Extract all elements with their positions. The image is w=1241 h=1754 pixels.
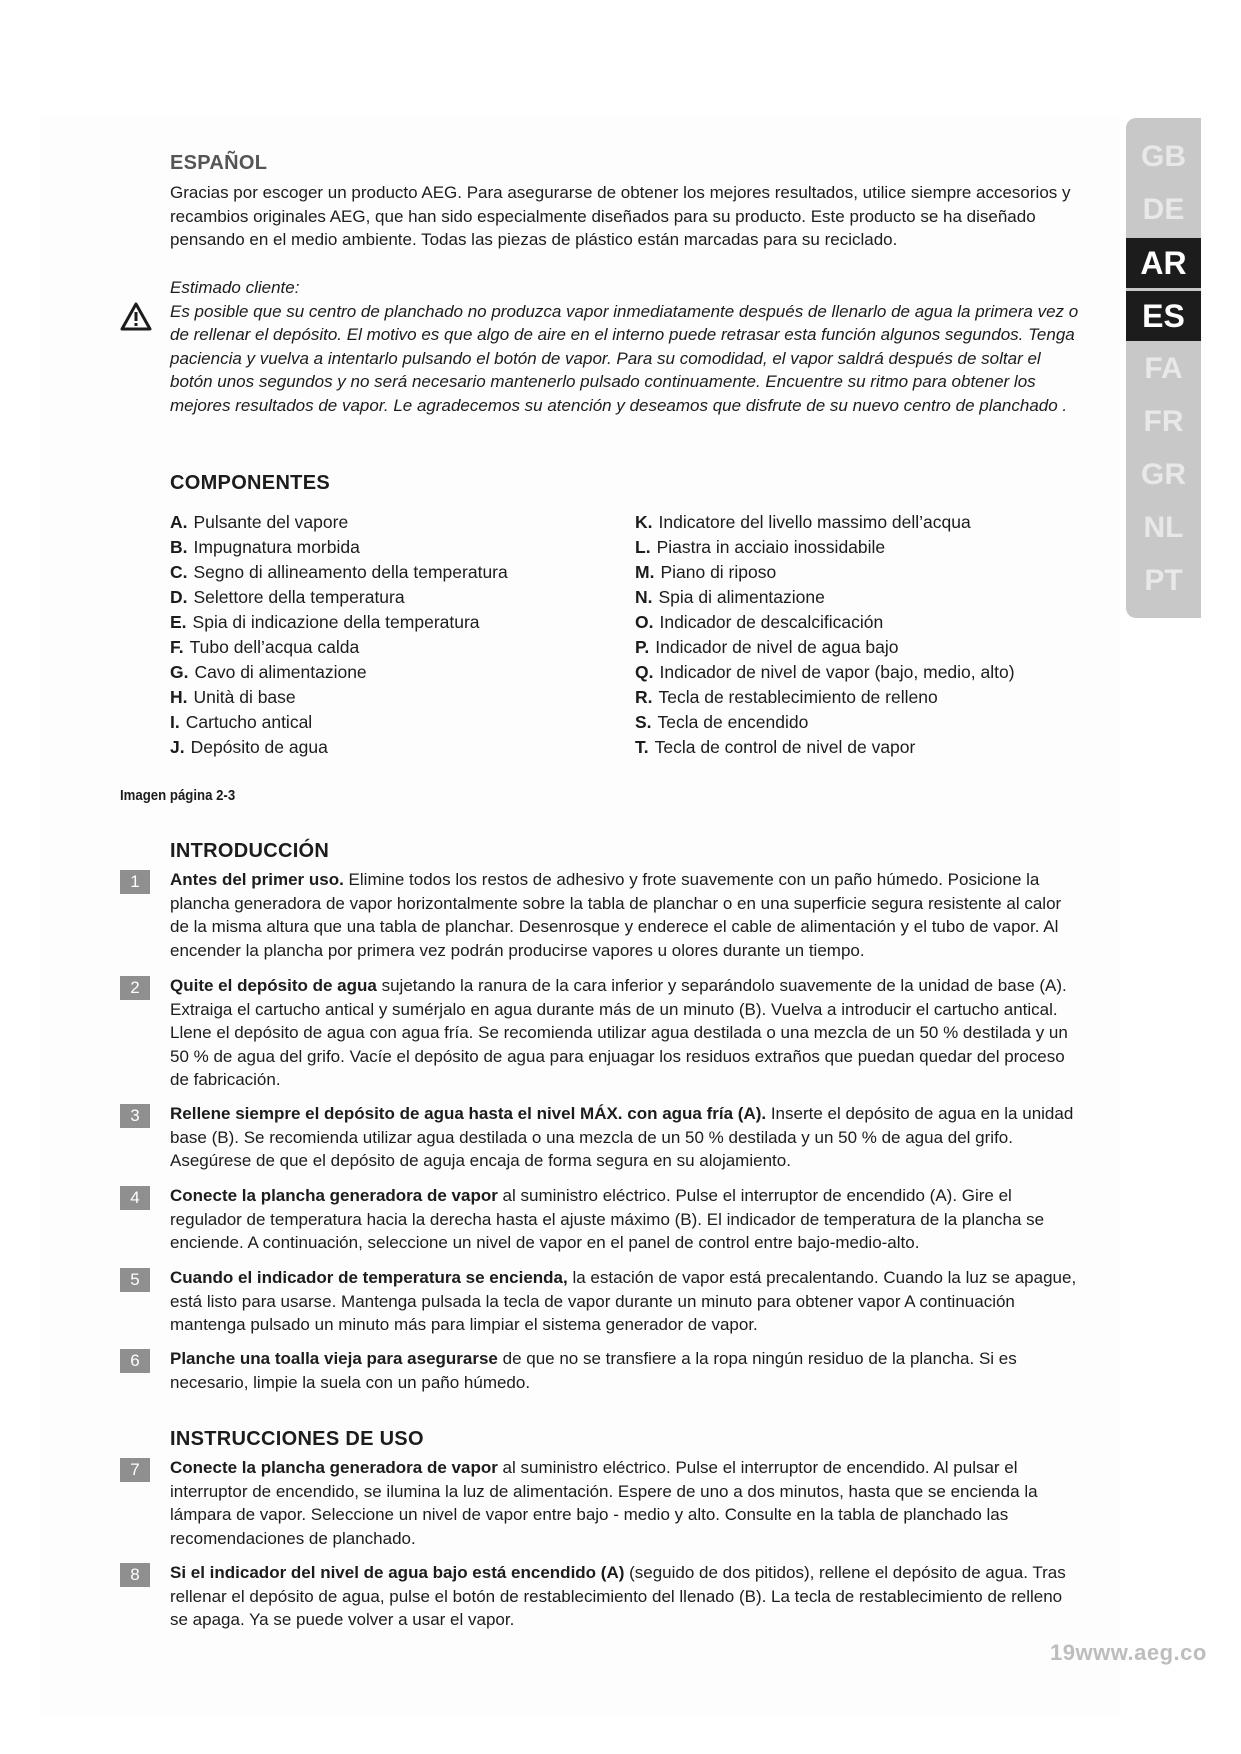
image-reference: Imagen página 2-3 [120, 787, 236, 804]
language-tab-de[interactable]: DE [1142, 193, 1185, 226]
component-label: Impugnatura morbida [193, 537, 360, 557]
component-item [635, 735, 1015, 760]
step-body: de que no se transfiere a la ropa ningún residuo de la plancha. Si es necesario, limpie la suela con un paño húmedo. [170, 1349, 1017, 1392]
component-letter: H. [170, 687, 188, 707]
step-text [170, 1184, 1080, 1255]
step-text [170, 1347, 1080, 1394]
usage-title: INSTRUCCIONES DE USO [170, 1428, 424, 1450]
component-label: Piastra in acciaio inossidabile [656, 537, 886, 557]
component-label: Tecla de encendido [657, 712, 809, 732]
component-letter: K. [635, 512, 653, 532]
step-text [170, 1266, 1080, 1337]
component-letter: B. [170, 537, 188, 557]
component-item [635, 710, 1015, 735]
step-text [170, 1456, 1080, 1550]
step-lead: Planche una toalla vieja para asegurarse [170, 1349, 498, 1368]
component-letter: F. [170, 637, 184, 657]
language-tab-nl[interactable]: NL [1143, 511, 1184, 544]
component-label: Indicador de descalcificación [659, 612, 884, 632]
component-letter: E. [170, 612, 187, 632]
language-tab-gb[interactable]: GB [1141, 140, 1186, 173]
step-body: Inserte el depósito de agua en la unidad base (B). Se recomienda utilizar agua destilada o una mezcla de un 50 % destilada y un 50 % de agua del grifo. Asegúrese de que el depósito de aguja encaja de forma segura en su alojamiento. [170, 1104, 1074, 1170]
component-item [170, 635, 508, 660]
language-tab-ar[interactable]: AR [1126, 238, 1201, 288]
step-lead: Si el indicador del nivel de agua bajo está encendido (A) [170, 1563, 625, 1582]
language-tab-pt[interactable]: PT [1144, 564, 1183, 597]
component-item [170, 560, 508, 585]
component-letter: G. [170, 662, 189, 682]
component-letter: S. [635, 712, 652, 732]
component-item [635, 510, 1015, 535]
component-label: Indicador de nivel de agua bajo [655, 637, 899, 657]
component-letter: O. [635, 612, 654, 632]
component-letter: T. [635, 737, 649, 757]
step-lead: Rellene siempre el depósito de agua hasta el nivel MÁX. con agua fría (A). [170, 1104, 767, 1123]
component-label: Indicatore del livello massimo dell’acqua [658, 512, 971, 532]
step-lead: Conecte la plancha generadora de vapor [170, 1186, 498, 1205]
language-tabs [1126, 118, 1201, 618]
component-item [635, 660, 1015, 685]
component-label: Unità di base [193, 687, 296, 707]
step-lead: Quite el depósito de agua [170, 976, 377, 995]
component-item [170, 660, 508, 685]
step-body: Elimine todos los restos de adhesivo y frote suavemente con un paño húmedo. Posicione la plancha generadora de vapor horizontalmente sobre la tabla de planchar o en una superficie segura resistente al calor de la misma altura que una tabla de planchar. Desenrosque y enderece el cable de alimentación y el tubo de vapor. Al encender la plancha por primera vez podrán producirse vapores u olores durante un tiempo. [170, 870, 1062, 960]
language-tab-fr[interactable]: FR [1143, 405, 1184, 438]
step-text [170, 1561, 1080, 1632]
component-letter: Q. [635, 662, 654, 682]
component-label: Segno di allineamento della temperatura [193, 562, 508, 582]
component-item [170, 585, 508, 610]
component-label: Piano di riposo [660, 562, 777, 582]
language-tab-es[interactable]: ES [1126, 291, 1201, 341]
step-body: al suministro eléctrico. Pulse el interruptor de encendido (A). Gire el regulador de temperatura hacia la derecha hasta el ajuste máximo (B). El indicador de temperatura de la plancha se enciende. A continuación, seleccione un nivel de vapor en el panel de control entre bajo-medio-alto. [170, 1186, 1045, 1252]
component-letter: J. [170, 737, 185, 757]
step-number-badge: 6 [120, 1349, 150, 1373]
component-item [635, 560, 1015, 585]
component-letter: P. [635, 637, 650, 657]
component-item [635, 585, 1015, 610]
warning-icon [120, 302, 152, 332]
component-label: Cavo di alimentazione [194, 662, 367, 682]
intro-paragraph: Gracias por escoger un producto AEG. Para asegurarse de obtener los mejores resultados, utilice siempre accesorios y recambios originales AEG, que han sido especialmente diseñados para su producto. Este producto se ha diseñado pensando en el medio ambiente. Todas las piezas de plástico están marcadas para su reciclado. [170, 183, 1071, 249]
component-letter: A. [170, 512, 188, 532]
component-label: Pulsante del vapore [193, 512, 349, 532]
component-item [170, 710, 508, 735]
step-body: sujetando la ranura de la cara inferior y separándolo suavemente de la unidad de base (A). Extraiga el cartucho antical y sumérjalo en agua durante más de un minuto (B). Vuelva a introducir el cartucho antical. Llene el depósito de agua con agua fría. Se recomienda utilizar agua destilada o una mezcla de un 50 % destilada y un 50 % de agua del grifo. Vacíe el depósito de agua para enjuagar los residuos extraños que puedan quedar del proceso de fabricación. [170, 976, 1068, 1089]
step-number-badge: 5 [120, 1268, 150, 1292]
step-lead: Antes del primer uso. [170, 870, 344, 889]
components-title: COMPONENTES [170, 472, 330, 494]
component-item [635, 635, 1015, 660]
component-letter: R. [635, 687, 653, 707]
component-label: Selettore della temperatura [193, 587, 405, 607]
component-letter: D. [170, 587, 188, 607]
language-section-title: ESPAÑOL [170, 152, 268, 174]
step-body: la estación de vapor está precalentando. Cuando la luz se apague, está listo para usarse. Mantenga pulsada la tecla de vapor durante un minuto para obtener vapor A continuación mantenga pulsado un minuto más para limpiar el sistema generador de vapor. [170, 1268, 1077, 1334]
step-text [170, 1102, 1080, 1173]
component-item [170, 685, 508, 710]
step-number-badge: 3 [120, 1104, 150, 1128]
step-body: (seguido de dos pitidos), rellene el depósito de agua. Tras rellenar el depósito de agua, pulse el botón de restablecimiento del llenado (B). La tecla de restablecimiento de relleno se apaga. Ya se puede volver a usar el vapor. [170, 1563, 1066, 1629]
step-lead: Conecte la plancha generadora de vapor [170, 1458, 498, 1477]
step-text [170, 868, 1080, 962]
component-label: Spia di alimentazione [658, 587, 825, 607]
component-item [170, 535, 508, 560]
component-label: Tecla de control de nivel de vapor [654, 737, 916, 757]
step-body: al suministro eléctrico. Pulse el interruptor de encendido. Al pulsar el interruptor de encendido, se ilumina la luz de alimentación. Espere de uno a dos minutos, hasta que se encienda la lámpara de vapor. Seleccione un nivel de vapor entre bajo - medio y alto. Consulte en la tabla de planchado las recomendaciones de planchado. [170, 1458, 1038, 1548]
language-tab-gr[interactable]: GR [1141, 458, 1186, 491]
component-item [635, 685, 1015, 710]
component-label: Spia di indicazione della temperatura [192, 612, 480, 632]
component-item [635, 610, 1015, 635]
step-number-badge: 1 [120, 870, 150, 894]
component-label: Cartucho antical [185, 712, 313, 732]
component-label: Indicador de nivel de vapor (bajo, medio, alto) [659, 662, 1015, 682]
component-item [170, 610, 508, 635]
component-label: Tubo dell’acqua calda [189, 637, 360, 657]
language-tab-fa[interactable]: FA [1144, 352, 1183, 385]
component-item [170, 510, 508, 535]
component-letter: N. [635, 587, 653, 607]
component-letter: L. [635, 537, 651, 557]
component-letter: M. [635, 562, 655, 582]
step-number-badge: 4 [120, 1186, 150, 1210]
page-footer: 19www.aeg.co [1050, 1640, 1207, 1665]
component-letter: I. [170, 712, 180, 732]
notice-block [170, 276, 1085, 417]
notice-greeting: Estimado cliente: [170, 278, 300, 297]
step-number-badge: 8 [120, 1563, 150, 1587]
component-letter: C. [170, 562, 188, 582]
component-item [170, 735, 508, 760]
introduction-title: INTRODUCCIÓN [170, 840, 330, 862]
component-item [635, 535, 1015, 560]
step-lead: Cuando el indicador de temperatura se encienda, [170, 1268, 568, 1287]
components-list-left [170, 510, 508, 760]
step-number-badge: 7 [120, 1458, 150, 1482]
notice-body: Es posible que su centro de planchado no produzca vapor inmediatamente después de llenarlo de agua la primera vez o de rellenar el depósito. El motivo es que algo de aire en el interno puede retrasar esta función algunos segundos. Tenga paciencia y vuelva a intentarlo pulsando el botón de vapor. Para su comodidad, el vapor saldrá después de soltar el botón unos segundos y no será necesario mantenerlo pulsado continuamente. Encuentre su ritmo para obtener los mejores resultados de vapor. Le agradecemos su atención y deseamos que disfrute de su nuevo centro de planchado . [170, 301, 1079, 415]
component-label: Depósito de agua [190, 737, 328, 757]
step-text [170, 974, 1080, 1092]
step-number-badge: 2 [120, 976, 150, 1000]
component-label: Tecla de restablecimiento de relleno [658, 687, 938, 707]
components-list-right [635, 510, 1015, 760]
